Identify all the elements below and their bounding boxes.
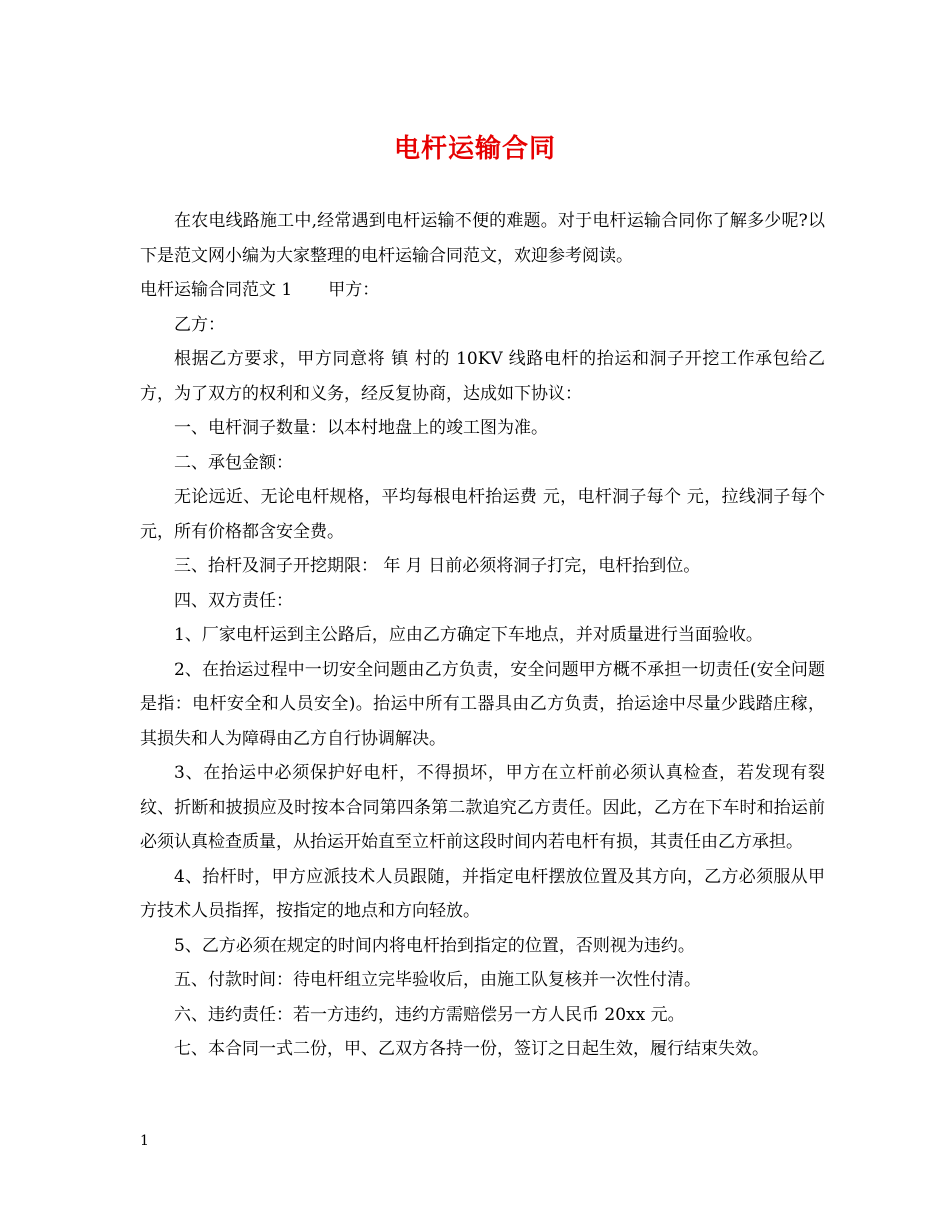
clause-4: 四、双方责任： (174, 590, 293, 611)
party-b-label: 乙方： (174, 314, 225, 335)
duty-3: 3、在抬运中必须保护好电杆，不得损坏，甲方在立杆前必须认真检查，若发现有裂纹、折断和披损应及时按本合同第四条第二款追究乙方责任。因此，乙方在下车时和抬运前必须认真检查质量，从抬运开始直至立杆前这段时间内若电杆有损，其责任由乙方承担。 (140, 763, 825, 852)
clause-6: 六、违约责任：若一方违约，违约方需赔偿另一方人民币 20xx 元。 (174, 1004, 685, 1025)
clause-2-detail: 无论远近、无论电杆规格，平均每根电杆抬运费 元，电杆洞子每个 元，拉线洞子每个 元，所有价格都含安全费。 (140, 487, 825, 542)
sample-label: 电杆运输合同范文 1 (140, 280, 293, 300)
duty-1: 1、厂家电杆运到主公路后，应由乙方确定下车地点，并对质量进行当面验收。 (174, 625, 763, 645)
agreement-paragraph: 根据乙方要求，甲方同意将 镇 村的 10KV 线路电杆的抬运和洞子开挖工作承包给乙方，为了双方的权利和义务，经反复协商，达成如下协议： (140, 349, 825, 404)
intro-paragraph: 在农电线路施工中,经常遇到电杆运输不便的难题。对于电杆运输合同你了解多少呢?以下是范文网小编为大家整理的电杆运输合同范文，欢迎参考阅读。 (140, 211, 825, 266)
clause-1: 一、电杆洞子数量：以本村地盘上的竣工图为准。 (174, 418, 548, 438)
clause-7: 七、本合同一式二份，甲、乙双方各持一份，签订之日起生效，履行结束失效。 (174, 1039, 769, 1059)
duty-2: 2、在抬运过程中一切安全问题由乙方负责，安全问题甲方概不承担一切责任(安全问题是指：电杆安全和人员安全)。抬运中所有工器具由乙方负责，抬运途中尽量少践踏庄稼，其损失和人为障碍由乙方自行协调解决。 (140, 659, 825, 749)
party-a-label: 甲方： (328, 280, 380, 300)
duty-4: 4、抬杆时，甲方应派技术人员跟随，并指定电杆摆放位置及其方向，乙方必须服从甲方技术人员指挥，按指定的地点和方向轻放。 (140, 866, 825, 921)
clause-5: 五、付款时间：待电杆组立完毕验收后，由施工队复核并一次性付清。 (174, 970, 701, 990)
page-number: 1 (140, 1133, 149, 1149)
clause-3: 三、抬杆及洞子开挖期限： 年 月 日前必须将洞子打完，电杆抬到位。 (174, 556, 701, 576)
duty-5: 5、乙方必须在规定的时间内将电杆抬到指定的位置，否则视为违约。 (174, 935, 695, 956)
sample-heading-line (140, 273, 825, 308)
clause-2: 二、承包金额： (174, 452, 293, 473)
document-body (140, 204, 825, 1067)
document-title: 电杆运输合同 (393, 134, 556, 164)
